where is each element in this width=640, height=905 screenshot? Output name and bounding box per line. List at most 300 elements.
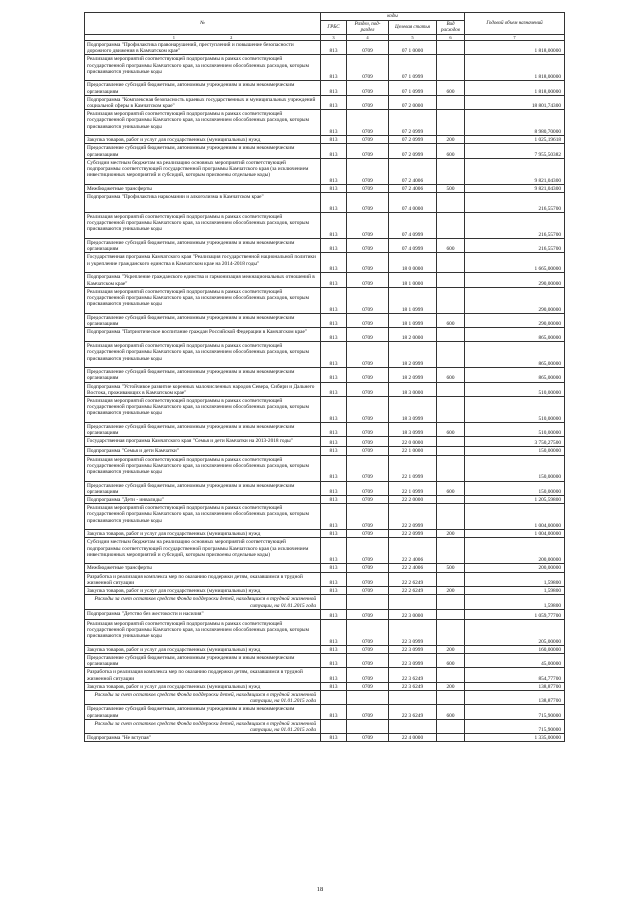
- row-vr: [437, 496, 465, 504]
- table-row: [85, 455, 565, 481]
- row-name: Подпрограмма "Комплексная безопасность краевых государственных и муниципальных учреждений социальной сферы в Камчатском крае": [85, 95, 321, 109]
- header-num: №: [85, 13, 321, 35]
- row-name: Расходы за счет остатков средств Фонда поддержки детей, находящихся в трудной жизненной ситуации, на 01.01.2015 года: [85, 595, 321, 609]
- row-name: Предоставление субсидий бюджетным, автономным учреждениям и иным некоммерческим организациям: [85, 653, 321, 667]
- row-razdel: 0709: [347, 158, 389, 184]
- row-razdel: 0709: [347, 538, 389, 564]
- row-grbs: 813: [321, 705, 347, 719]
- row-vr: [437, 397, 465, 423]
- table-row: [85, 481, 565, 495]
- row-csr: 22 1 0000: [389, 447, 437, 455]
- row-name: Реализация мероприятий соответствующей подпрограммы в рамках соответствующей государственной программы Камчатского края, за исключением обособленных расходов, которым присваиваются уникальные коды: [85, 619, 321, 645]
- row-grbs: 813: [321, 504, 347, 530]
- row-csr: 18 0 0000: [389, 253, 437, 273]
- header-csr: Целевая статья: [389, 21, 437, 35]
- row-sum: 138,87700: [465, 682, 565, 690]
- row-sum: 200,00000: [465, 538, 565, 564]
- row-sum: 1 025,19618: [465, 136, 565, 144]
- row-vr: [437, 342, 465, 368]
- row-sum: 290,00000: [465, 287, 565, 313]
- row-grbs: 813: [321, 213, 347, 239]
- row-csr: 22 3 0999: [389, 645, 437, 653]
- row-grbs: 813: [321, 496, 347, 504]
- row-razdel: 0709: [347, 184, 389, 192]
- row-vr: [437, 538, 465, 564]
- row-sum: 216,55700: [465, 213, 565, 239]
- row-razdel: 0709: [347, 447, 389, 455]
- row-vr: 500: [437, 184, 465, 192]
- row-sum: 1,59800: [465, 587, 565, 595]
- row-razdel: 0709: [347, 564, 389, 572]
- row-sum: 1 004,00000: [465, 504, 565, 530]
- row-grbs: 813: [321, 41, 347, 55]
- row-csr: 22 2 0999: [389, 530, 437, 538]
- row-name: Реализация мероприятий соответствующей подпрограммы в рамках соответствующей государственной программы Камчатского края, за исключением обособленных расходов, которым присваиваются уникальные коды: [85, 287, 321, 313]
- table-row: [85, 705, 565, 719]
- table-row: [85, 564, 565, 572]
- row-sum: 1 818,00000: [465, 81, 565, 95]
- row-vr: [437, 572, 465, 586]
- col-number: 3: [321, 35, 347, 41]
- row-csr: 22 3 0999: [389, 619, 437, 645]
- row-csr: 18 3 0999: [389, 397, 437, 423]
- row-vr: 600: [437, 423, 465, 437]
- col-number: 1 2: [85, 35, 321, 41]
- row-razdel: 0709: [347, 609, 389, 619]
- row-csr: 22 2 0000: [389, 496, 437, 504]
- table-row: [85, 645, 565, 653]
- row-csr: [389, 719, 437, 733]
- table-row: [85, 342, 565, 368]
- row-razdel: 0709: [347, 530, 389, 538]
- row-csr: 22 1 0999: [389, 481, 437, 495]
- table-row: [85, 193, 565, 213]
- row-sum: 216,55700: [465, 239, 565, 253]
- row-vr: [437, 719, 465, 733]
- row-csr: 07 1 0000: [389, 41, 437, 55]
- row-razdel: 0709: [347, 239, 389, 253]
- row-name: Реализация мероприятий соответствующей подпрограммы в рамках соответствующей государственной программы Камчатского края, за исключением обособленных расходов, которым присваиваются уникальные коды: [85, 55, 321, 81]
- row-razdel: 0709: [347, 705, 389, 719]
- row-csr: 18 2 0999: [389, 368, 437, 382]
- row-razdel: 0709: [347, 668, 389, 682]
- row-sum: 160,00000: [465, 645, 565, 653]
- row-sum: 1 818,00000: [465, 41, 565, 55]
- row-name: Предоставление субсидий бюджетным, автономным учреждениям и иным некоммерческим организациям: [85, 239, 321, 253]
- row-csr: 18 3 0999: [389, 423, 437, 437]
- row-sum: 865,00000: [465, 328, 565, 342]
- row-vr: [437, 158, 465, 184]
- row-vr: [437, 668, 465, 682]
- row-razdel: 0709: [347, 496, 389, 504]
- row-sum: 1,59800: [465, 595, 565, 609]
- row-vr: [437, 455, 465, 481]
- row-vr: 600: [437, 144, 465, 158]
- row-razdel: 0709: [347, 110, 389, 136]
- row-grbs: 813: [321, 55, 347, 81]
- row-vr: 600: [437, 705, 465, 719]
- row-csr: [389, 690, 437, 704]
- row-grbs: 813: [321, 455, 347, 481]
- row-sum: 18 801,74300: [465, 95, 565, 109]
- row-sum: 510,00000: [465, 423, 565, 437]
- row-razdel: 0709: [347, 455, 389, 481]
- row-vr: [437, 55, 465, 81]
- row-name: Закупка товаров, работ и услуг для государственных (муниципальных) нужд: [85, 587, 321, 595]
- row-name: Расходы за счет остатков средств Фонда поддержки детей, находящихся в трудной жизненной ситуации, на 01.01.2015 года: [85, 719, 321, 733]
- table-row: [85, 81, 565, 95]
- row-sum: 150,00000: [465, 481, 565, 495]
- row-name: Предоставление субсидий бюджетным, автономным учреждениям и иным некоммерческим организациям: [85, 423, 321, 437]
- row-grbs: 813: [321, 668, 347, 682]
- row-sum: 200,00000: [465, 564, 565, 572]
- row-csr: 18 1 0000: [389, 273, 437, 287]
- row-grbs: 813: [321, 397, 347, 423]
- row-razdel: 0709: [347, 587, 389, 595]
- header-sum: Годовой объем назначений: [465, 13, 565, 35]
- row-grbs: 813: [321, 342, 347, 368]
- row-grbs: 813: [321, 239, 347, 253]
- row-razdel: 0709: [347, 136, 389, 144]
- row-razdel: 0709: [347, 328, 389, 342]
- row-name: Реализация мероприятий соответствующей подпрограммы в рамках соответствующей государственной программы Камчатского края, за исключением обособленных расходов, которым присваиваются уникальные коды: [85, 455, 321, 481]
- row-grbs: 813: [321, 530, 347, 538]
- table-row: [85, 136, 565, 144]
- row-grbs: 813: [321, 682, 347, 690]
- page-number: 18: [316, 886, 324, 893]
- row-sum: 865,00000: [465, 342, 565, 368]
- row-razdel: [347, 690, 389, 704]
- row-vr: [437, 734, 465, 742]
- row-name: Подпрограмма "Устойчивое развитие коренных малочисленных народов Севера, Сибири и Дальнего Востока, проживающих в Камчатском крае": [85, 382, 321, 396]
- row-grbs: 813: [321, 423, 347, 437]
- row-vr: 600: [437, 653, 465, 667]
- row-name: Закупка товаров, работ и услуг для государственных (муниципальных) нужд: [85, 645, 321, 653]
- row-name: Разработка и реализация комплекса мер по оказанию поддержки детям, оказавшимся в трудной жизненной ситуации: [85, 572, 321, 586]
- col-number: 4: [347, 35, 389, 41]
- row-csr: 07 4 0999: [389, 239, 437, 253]
- row-vr: [437, 41, 465, 55]
- row-vr: [437, 447, 465, 455]
- row-razdel: 0709: [347, 213, 389, 239]
- row-razdel: 0709: [347, 95, 389, 109]
- row-grbs: 813: [321, 564, 347, 572]
- row-name: Закупка товаров, работ и услуг для государственных (муниципальных) нужд: [85, 682, 321, 690]
- row-grbs: 813: [321, 287, 347, 313]
- row-name: Государственная программа Камчатского края "Реализация государственной национальной политики и укрепление гражданского единства в Камчатском крае на 2014-2018 годы": [85, 253, 321, 273]
- row-csr: 22 3 6249: [389, 668, 437, 682]
- row-name: Подпрограмма "Патриотическое воспитание граждан Российской Федерации в Камчатском крае": [85, 328, 321, 342]
- row-csr: 07 2 0999: [389, 110, 437, 136]
- row-razdel: 0709: [347, 313, 389, 327]
- table-row: [85, 313, 565, 327]
- table-note-row: [85, 719, 565, 733]
- row-sum: 1,59800: [465, 572, 565, 586]
- row-razdel: [347, 595, 389, 609]
- document-page: [84, 12, 564, 742]
- row-grbs: 813: [321, 619, 347, 645]
- row-name: Подпрограмма "Профилактика наркомании и алкоголизма в Камчатском крае": [85, 193, 321, 213]
- row-vr: [437, 110, 465, 136]
- row-vr: [437, 273, 465, 287]
- table-row: [85, 619, 565, 645]
- row-name: Подпрограмма "Не вступая": [85, 734, 321, 742]
- row-vr: 600: [437, 239, 465, 253]
- row-razdel: 0709: [347, 253, 389, 273]
- row-sum: 1 665,00000: [465, 253, 565, 273]
- table-row: [85, 368, 565, 382]
- row-name: Подпрограмма "Дети - инвалиды": [85, 496, 321, 504]
- row-razdel: 0709: [347, 55, 389, 81]
- table-row: [85, 253, 565, 273]
- row-csr: 07 2 0999: [389, 144, 437, 158]
- row-grbs: 813: [321, 653, 347, 667]
- row-grbs: 813: [321, 609, 347, 619]
- row-razdel: 0709: [347, 423, 389, 437]
- row-name: Предоставление субсидий бюджетным, автономным учреждениям и иным некоммерческим организациям: [85, 313, 321, 327]
- row-csr: 18 3 0000: [389, 382, 437, 396]
- row-grbs: 813: [321, 481, 347, 495]
- row-sum: 1 059,77700: [465, 609, 565, 619]
- table-row: [85, 587, 565, 595]
- row-vr: [437, 287, 465, 313]
- row-sum: 216,55700: [465, 193, 565, 213]
- table-note-row: [85, 690, 565, 704]
- row-sum: 1 818,00000: [465, 55, 565, 81]
- table-row: [85, 447, 565, 455]
- row-csr: 22 3 0000: [389, 609, 437, 619]
- row-vr: 600: [437, 81, 465, 95]
- row-csr: 07 4 0000: [389, 193, 437, 213]
- row-grbs: [321, 595, 347, 609]
- budget-table: [84, 12, 565, 742]
- col-number: 7: [465, 35, 565, 41]
- row-csr: 18 1 0999: [389, 313, 437, 327]
- row-vr: [437, 382, 465, 396]
- row-vr: 200: [437, 587, 465, 595]
- row-razdel: 0709: [347, 653, 389, 667]
- row-csr: 18 2 0000: [389, 328, 437, 342]
- row-vr: 200: [437, 136, 465, 144]
- row-razdel: 0709: [347, 382, 389, 396]
- row-name: Субсидии местным бюджетам на реализацию основных мероприятий соответствующей подпрограммы соответствующей государственной программы Камчатского края (за исключением инвестиционных мероприятий и субсидий, которым присвоены отдельные коды): [85, 158, 321, 184]
- table-row: [85, 144, 565, 158]
- row-sum: 9 821,04300: [465, 184, 565, 192]
- row-razdel: 0709: [347, 481, 389, 495]
- row-name: Подпрограмма "Профилактика правонарушений, преступлений и повышение безопасности дорожного движения в Камчатском крае": [85, 41, 321, 55]
- row-razdel: 0709: [347, 368, 389, 382]
- row-vr: [437, 609, 465, 619]
- row-grbs: 813: [321, 313, 347, 327]
- row-grbs: 813: [321, 136, 347, 144]
- row-name: Закупка товаров, работ и услуг для государственных (муниципальных) нужд: [85, 136, 321, 144]
- row-name: Государственная программа Камчатского края "Семья и дети Камчатки на 2013-2018 годы": [85, 437, 321, 447]
- row-vr: 600: [437, 481, 465, 495]
- row-razdel: 0709: [347, 41, 389, 55]
- row-grbs: 813: [321, 144, 347, 158]
- row-name: Реализация мероприятий соответствующей подпрограммы в рамках соответствующей государственной программы Камчатского края, за исключением обособленных расходов, которым присваиваются уникальные коды: [85, 342, 321, 368]
- row-vr: [437, 619, 465, 645]
- row-grbs: 813: [321, 734, 347, 742]
- row-csr: 07 2 4006: [389, 184, 437, 192]
- row-sum: 205,00000: [465, 619, 565, 645]
- row-grbs: 813: [321, 538, 347, 564]
- row-csr: 22 0 0000: [389, 437, 437, 447]
- header-vr: Вид расходов: [437, 21, 465, 35]
- table-row: [85, 55, 565, 81]
- row-name: Предоставление субсидий бюджетным, автономным учреждениям и иным некоммерческим организациям: [85, 368, 321, 382]
- row-grbs: 813: [321, 587, 347, 595]
- row-sum: 45,00000: [465, 653, 565, 667]
- row-name: Закупка товаров, работ и услуг для государственных (муниципальных) нужд: [85, 530, 321, 538]
- row-name: Реализация мероприятий соответствующей подпрограммы в рамках соответствующей государственной программы Камчатского края, за исключением обособленных расходов, которым присваиваются уникальные коды: [85, 110, 321, 136]
- row-razdel: 0709: [347, 572, 389, 586]
- row-razdel: 0709: [347, 437, 389, 447]
- row-razdel: 0709: [347, 144, 389, 158]
- row-name: Реализация мероприятий соответствующей подпрограммы в рамках соответствующей государственной программы Камчатского края, за исключением обособленных расходов, которым присваиваются уникальные коды: [85, 504, 321, 530]
- row-grbs: 813: [321, 645, 347, 653]
- row-grbs: [321, 719, 347, 733]
- row-razdel: 0709: [347, 273, 389, 287]
- row-csr: 07 2 0000: [389, 95, 437, 109]
- row-csr: 22 3 6249: [389, 682, 437, 690]
- row-csr: 07 1 0999: [389, 55, 437, 81]
- row-grbs: 813: [321, 110, 347, 136]
- row-sum: 9 821,04300: [465, 158, 565, 184]
- row-sum: 8 980,70000: [465, 110, 565, 136]
- table-row: [85, 572, 565, 586]
- table-row: [85, 95, 565, 109]
- row-csr: 22 2 4006: [389, 564, 437, 572]
- row-name: Разработка и реализация комплекса мер по оказанию поддержки детям, оказавшимся в трудной жизненной ситуации: [85, 668, 321, 682]
- row-grbs: [321, 690, 347, 704]
- row-vr: 600: [437, 313, 465, 327]
- table-row: [85, 397, 565, 423]
- row-csr: 22 1 0999: [389, 455, 437, 481]
- header-grbs: ГРБС: [321, 21, 347, 35]
- row-csr: 22 2 0999: [389, 504, 437, 530]
- row-sum: 715,90000: [465, 719, 565, 733]
- table-row: [85, 530, 565, 538]
- row-name: Предоставление субсидий бюджетным, автономным учреждениям и иным некоммерческим организациям: [85, 481, 321, 495]
- row-csr: 22 4 0000: [389, 734, 437, 742]
- row-sum: 715,90000: [465, 705, 565, 719]
- row-name: Предоставление субсидий бюджетным, автономным учреждениям и иным некоммерческим организациям: [85, 81, 321, 95]
- row-sum: 7 955,50382: [465, 144, 565, 158]
- row-csr: 18 2 0999: [389, 342, 437, 368]
- row-sum: 138,87700: [465, 690, 565, 704]
- row-csr: 22 2 6249: [389, 572, 437, 586]
- row-grbs: 813: [321, 328, 347, 342]
- table-row: [85, 239, 565, 253]
- table-row: [85, 382, 565, 396]
- header-razdel: Раздел, под-раздел: [347, 21, 389, 35]
- table-row: [85, 653, 565, 667]
- table-row: [85, 609, 565, 619]
- row-name: Субсидии местным бюджетам на реализацию основных мероприятий соответствующей подпрограммы соответствующей государственной программы Камчатского края (за исключением инвестиционных мероприятий и субсидий, которым присвоены отдельные коды): [85, 538, 321, 564]
- row-vr: 600: [437, 368, 465, 382]
- table-row: [85, 158, 565, 184]
- table-row: [85, 184, 565, 192]
- row-sum: 290,00000: [465, 273, 565, 287]
- row-sum: 510,00000: [465, 382, 565, 396]
- table-row: [85, 213, 565, 239]
- table-row: [85, 504, 565, 530]
- row-grbs: 813: [321, 447, 347, 455]
- table-row: [85, 110, 565, 136]
- row-vr: [437, 328, 465, 342]
- row-vr: 200: [437, 682, 465, 690]
- row-name: Предоставление субсидий бюджетным, автономным учреждениям и иным некоммерческим организациям: [85, 144, 321, 158]
- table-row: [85, 287, 565, 313]
- row-grbs: 813: [321, 253, 347, 273]
- row-vr: [437, 690, 465, 704]
- row-grbs: 813: [321, 382, 347, 396]
- row-grbs: 813: [321, 81, 347, 95]
- row-razdel: 0709: [347, 682, 389, 690]
- row-grbs: 813: [321, 368, 347, 382]
- table-row: [85, 538, 565, 564]
- row-grbs: 813: [321, 95, 347, 109]
- row-razdel: 0709: [347, 193, 389, 213]
- row-name: Межбюджетные трансферты: [85, 184, 321, 192]
- row-sum: 1 205,59800: [465, 496, 565, 504]
- col-number: 6: [437, 35, 465, 41]
- table-row: [85, 496, 565, 504]
- row-vr: [437, 95, 465, 109]
- row-vr: [437, 595, 465, 609]
- row-sum: 510,00000: [465, 397, 565, 423]
- row-csr: 07 2 0999: [389, 136, 437, 144]
- row-sum: 150,00000: [465, 455, 565, 481]
- row-vr: [437, 504, 465, 530]
- row-razdel: 0709: [347, 81, 389, 95]
- row-grbs: 813: [321, 437, 347, 447]
- row-name: Подпрограмма "Детство без жестокости и насилия": [85, 609, 321, 619]
- row-csr: 07 1 0999: [389, 81, 437, 95]
- row-csr: 22 2 6249: [389, 587, 437, 595]
- table-note-row: [85, 595, 565, 609]
- row-vr: [437, 193, 465, 213]
- table-row: [85, 734, 565, 742]
- row-csr: 07 2 4006: [389, 158, 437, 184]
- row-name: Межбюджетные трансферты: [85, 564, 321, 572]
- row-sum: 865,00000: [465, 368, 565, 382]
- table-row: [85, 273, 565, 287]
- table-row: [85, 423, 565, 437]
- row-name: Реализация мероприятий соответствующей подпрограммы в рамках соответствующей государственной программы Камчатского края, за исключением обособленных расходов, которым присваиваются уникальные коды: [85, 213, 321, 239]
- row-csr: 07 4 0999: [389, 213, 437, 239]
- row-name: Расходы за счет остатков средств Фонда поддержки детей, находящихся в трудной жизненной ситуации, на 01.01.2015 года: [85, 690, 321, 704]
- row-csr: [389, 595, 437, 609]
- row-vr: 500: [437, 564, 465, 572]
- row-vr: 200: [437, 530, 465, 538]
- row-name: Реализация мероприятий соответствующей подпрограммы в рамках соответствующей государственной программы Камчатского края, за исключением обособленных расходов, которым присваиваются уникальные коды: [85, 397, 321, 423]
- col-number: 5: [389, 35, 437, 41]
- table-row: [85, 328, 565, 342]
- row-grbs: 813: [321, 273, 347, 287]
- row-vr: [437, 213, 465, 239]
- row-sum: 290,00000: [465, 313, 565, 327]
- header-codes: коды: [321, 13, 465, 21]
- row-sum: 1 004,00000: [465, 530, 565, 538]
- row-razdel: 0709: [347, 287, 389, 313]
- row-razdel: [347, 719, 389, 733]
- table-row: [85, 41, 565, 55]
- row-sum: 854,77700: [465, 668, 565, 682]
- row-name: Подпрограмма "Семья и дети Камчатки": [85, 447, 321, 455]
- row-csr: 22 3 6249: [389, 705, 437, 719]
